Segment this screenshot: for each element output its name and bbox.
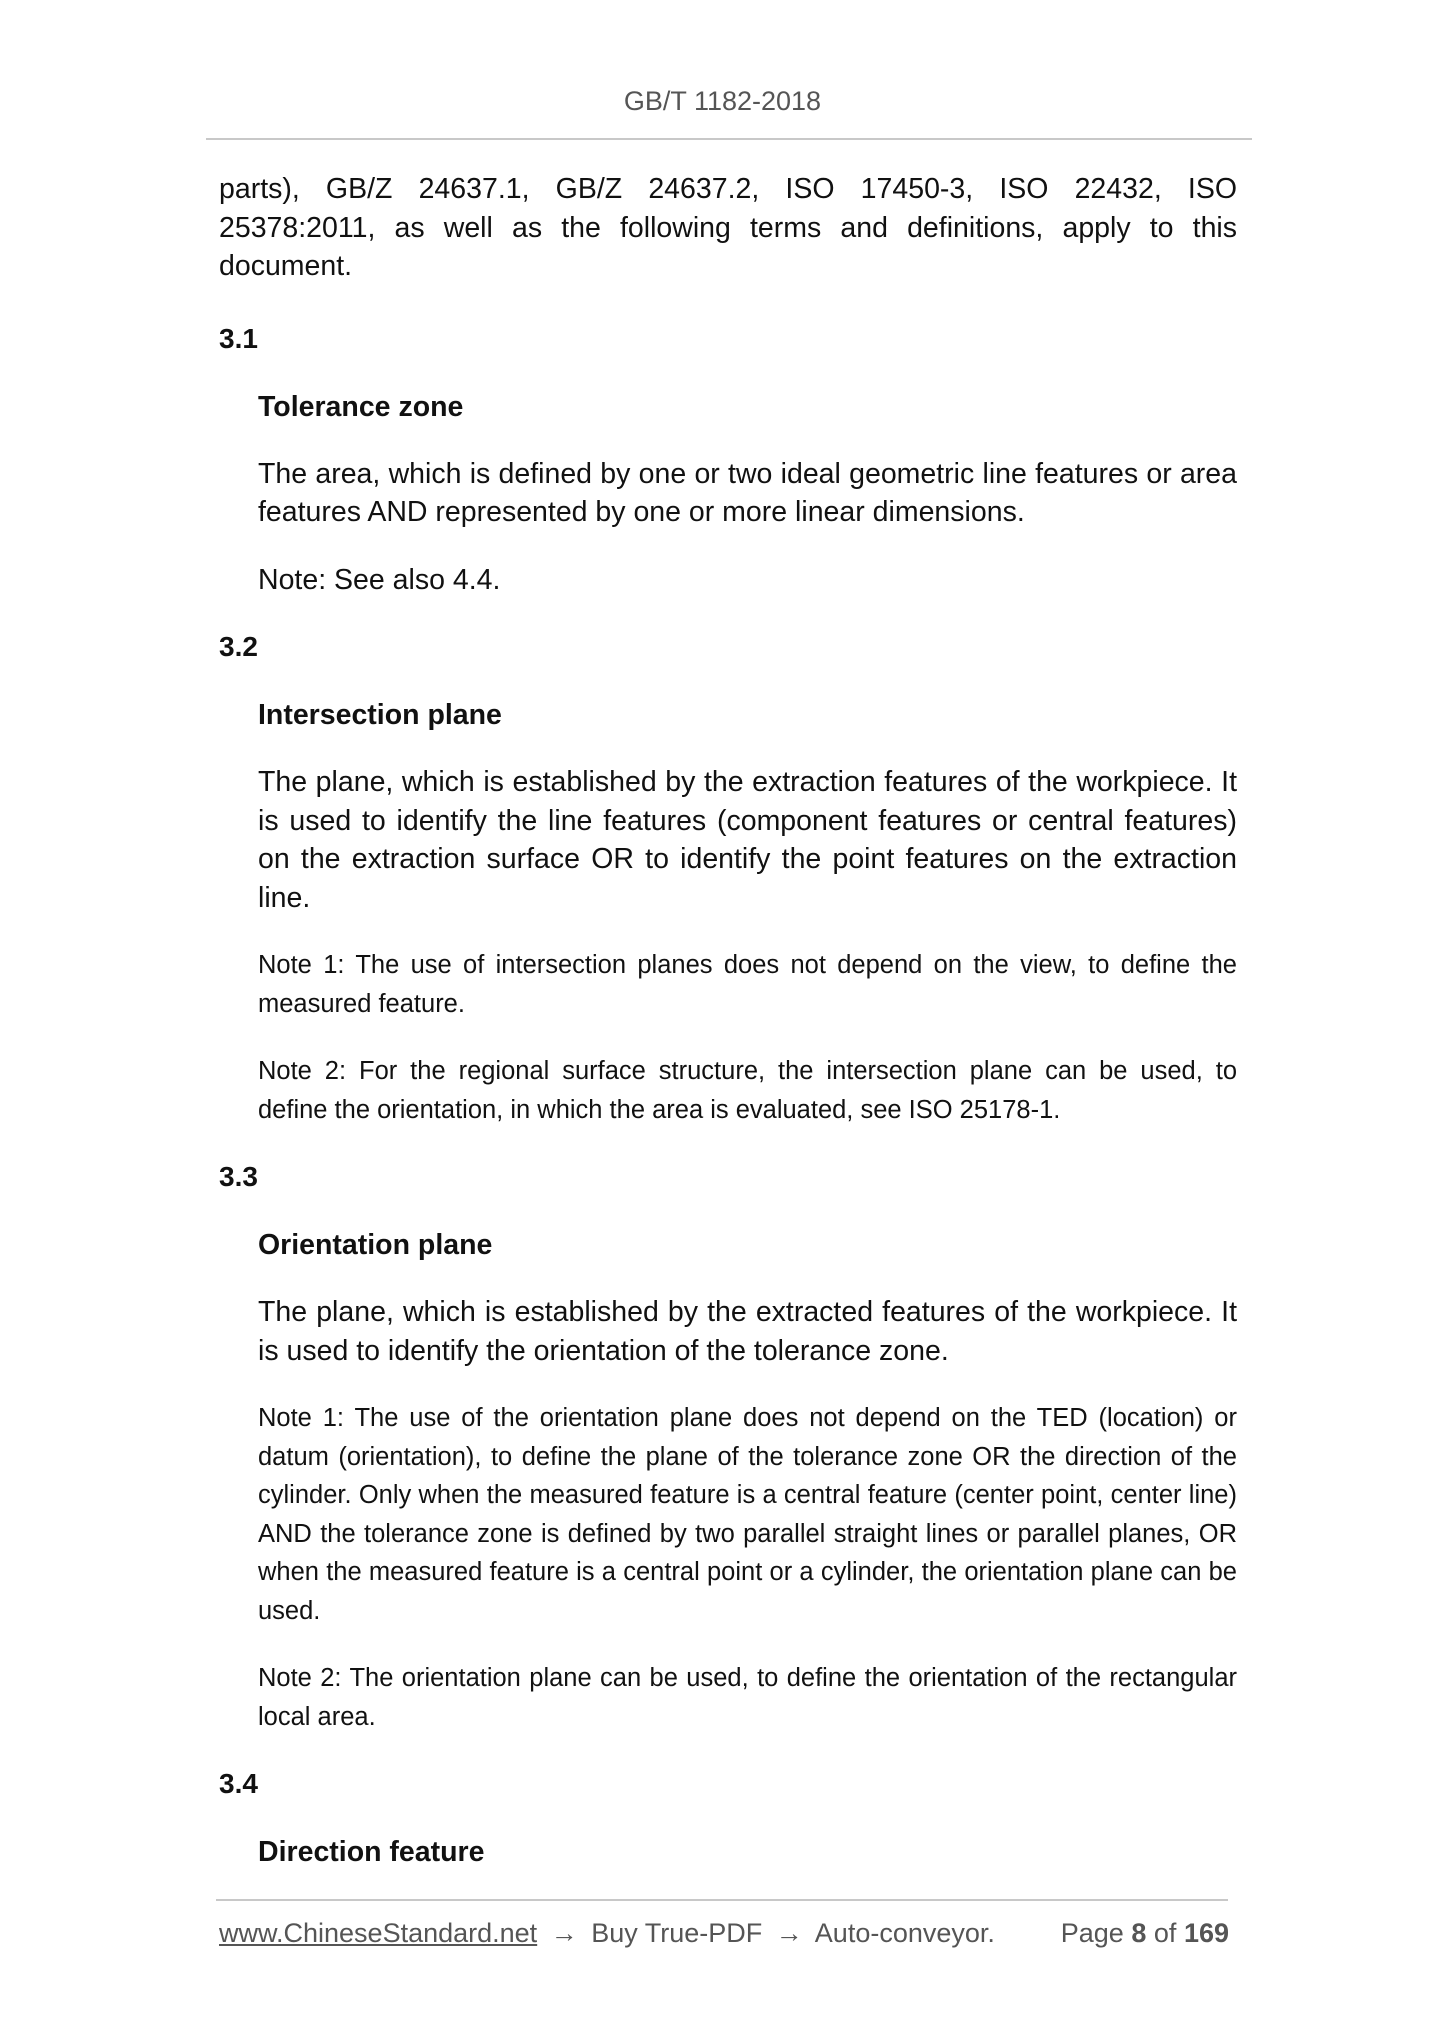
term-title: Orientation plane: [258, 1229, 493, 1261]
document-body: [219, 170, 1237, 1900]
website-link[interactable]: www.ChineseStandard.net: [219, 1918, 538, 1948]
term-definition: The plane, which is established by the extraction features of the workpiece. It is used to identify the line features (component features or central features) on the extraction surface OR to identify the point features on the extraction line.: [258, 766, 1237, 914]
term-note: Note 1: The use of the orientation plane does not depend on the TED (location) or datum (orientation), to define the plane of the tolerance zone OR the direction of the cylinder. Only when the measured feature is a central feature (center point, center line) AND the tolerance zone is defined by two parallel straight lines or parallel planes, OR when the measured feature is a central point or a cylinder, the orientation plane can be used.: [258, 1404, 1237, 1625]
header-divider: [206, 138, 1252, 140]
term-note: Note 1: The use of intersection planes does not depend on the view, to define the measured feature.: [258, 951, 1237, 1018]
term-title: Tolerance zone: [258, 390, 464, 423]
term-definition: The area, which is defined by one or two ideal geometric line features or area features AND represented by one or more linear dimensions.: [258, 457, 1237, 528]
term-number-3-2: 3.2: [219, 631, 258, 662]
page-label: Page: [1060, 1918, 1124, 1948]
term-note: Note 2: For the regional surface structure, the intersection plane can be used, to define the orientation, in which the area is evaluated, see ISO 25178-1.: [258, 1057, 1237, 1124]
intro-paragraph: parts), GB/Z 24637.1, GB/Z 24637.2, ISO 17450-3, ISO 22432, ISO 25378:2011, as well as the following terms and definitions, apply to this document.: [219, 173, 1237, 282]
page-header: GB/T 1182-2018: [623, 86, 822, 116]
of-label: of: [1153, 1918, 1177, 1948]
term-definition: The plane, which is established by the extracted features of the workpiece. It is used to identify the orientation of the tolerance zone.: [258, 1296, 1237, 1367]
term-number-3-1: 3.1: [219, 322, 258, 354]
arrow-right-icon: →: [550, 1918, 578, 1948]
term-title: Direction feature: [258, 1836, 485, 1868]
page-number: 8: [1131, 1918, 1147, 1948]
total-pages: 169: [1183, 1918, 1229, 1948]
term-note: Note: See also 4.4.: [258, 563, 501, 596]
footer-divider: [216, 1899, 1228, 1901]
term-number-3-3: 3.3: [219, 1161, 258, 1192]
term-3-1: [258, 388, 1237, 600]
footer-left: [219, 1918, 995, 1949]
term-number-3-4: 3.4: [219, 1768, 258, 1799]
term-note: Note 2: The orientation plane can be used, to define the orientation of the rectangular local area.: [258, 1664, 1237, 1731]
term-3-3: [258, 1226, 1237, 1736]
conveyor-text: Auto-conveyor.: [814, 1918, 995, 1948]
page-indicator: [1061, 1918, 1229, 1949]
buy-text: Buy True-PDF: [591, 1918, 763, 1948]
page-footer: [219, 1918, 1229, 1949]
term-3-2: [258, 696, 1237, 1129]
term-title: Intersection plane: [258, 699, 502, 731]
term-3-4: [258, 1833, 1237, 1871]
arrow-right-icon: →: [775, 1918, 803, 1948]
